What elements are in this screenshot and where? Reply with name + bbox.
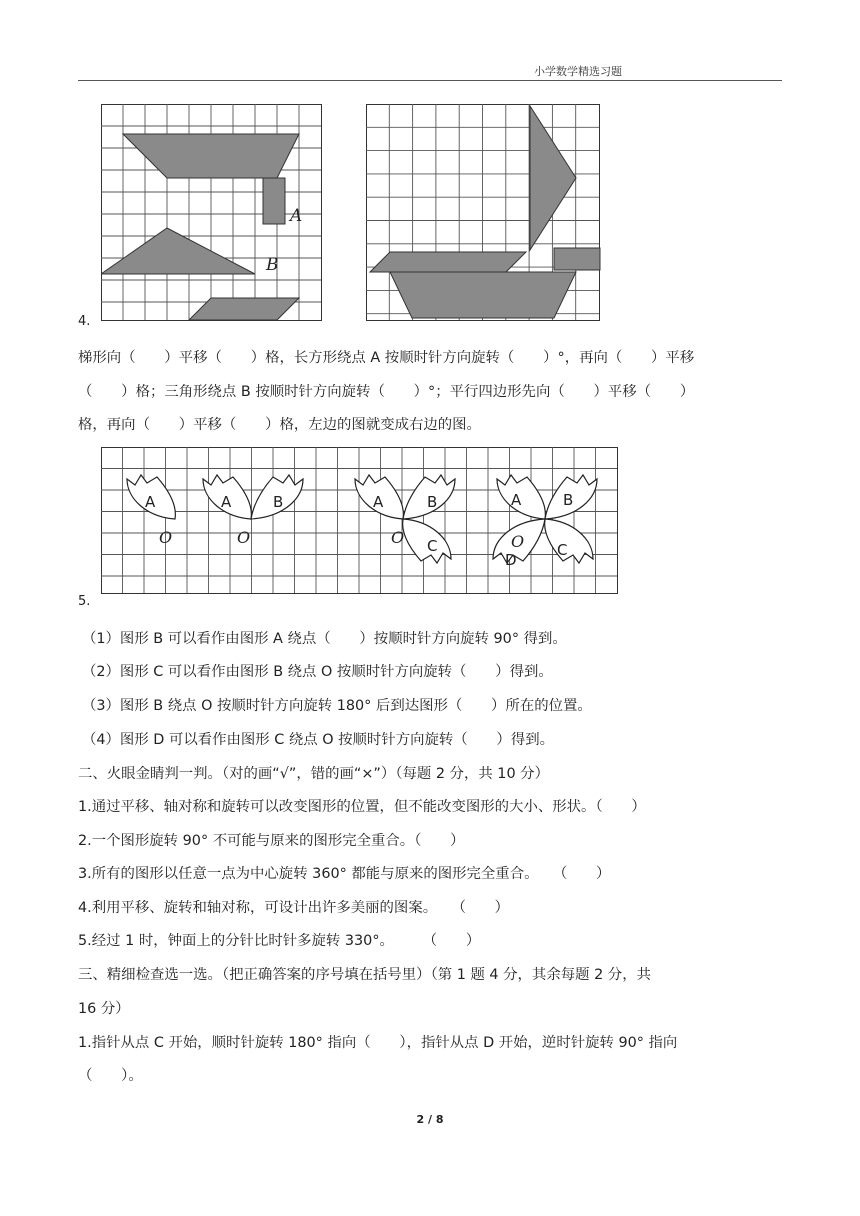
point-a-label: A [290,206,303,226]
q5-sub-4: （4）图形 D 可以看作由图形 C 绕点 O 按顺时针方向旋转（ ）得到。 [82,732,554,748]
section3-q1-line-1: 1.指针从点 C 开始，顺时针旋转 180° 指向（ ），指针从点 D 开始，逆时针旋转 90° 指向 [78,1035,678,1051]
q4-number: 4. [78,314,91,329]
q5-number: 5. [78,594,91,609]
center-o-label-3: O [391,528,405,547]
header-divider [78,80,782,81]
petal-label-a-1: A [145,493,156,511]
petal-label-d-4: D [505,551,517,569]
q5-rotation-grid-figure [101,447,621,599]
petal-label-c-3: C [427,537,438,555]
page-number: 2 / 8 [416,1113,444,1126]
q4-text-line-1: 梯形向（ ）平移（ ）格，长方形绕点 A 按顺时针方向旋转（ ）°，再向（ ）平移 [78,350,695,366]
petal-label-a-4: A [511,491,522,509]
petal-label-c-4: C [557,541,568,559]
center-o-label-2: O [237,528,251,547]
q4-text-line-3: 格，再向（ ）平移（ ）格，左边的图就变成右边的图。 [78,417,481,433]
section2-item-2: 2.一个图形旋转 90° 不可能与原来的图形完全重合。（ ） [78,833,465,849]
section2-item-3: 3.所有的图形以任意一点为中心旋转 360° 都能与原来的图形完全重合。 （ ） [78,866,611,882]
section2-item-1: 1.通过平移、轴对称和旋转可以改变图形的位置，但不能改变图形的大小、形状。（ ） [78,799,646,815]
section2-heading: 二、火眼金睛判一判。（对的画“√”，错的画“×”）（每题 2 分，共 10 分） [78,766,549,782]
petal-label-a-3: A [373,493,384,511]
q5-sub-3: （3）图形 B 绕点 O 按顺时针方向旋转 180° 后到达图形（ ）所在的位置。 [82,698,592,714]
center-o-label-1: O [159,528,173,547]
petal-label-a-2: A [221,493,232,511]
q4-left-grid-figure [101,104,341,322]
section3-heading-line-1: 三、精细检查选一选。（把正确答案的序号填在括号里）（第 1 题 4 分，其余每题 2 分，共 [78,967,651,983]
section3-q1-line-2: （ ）。 [78,1068,143,1084]
section2-item-4: 4.利用平移、旋转和轴对称，可设计出许多美丽的图案。 （ ） [78,900,510,916]
petal-label-b-4: B [563,491,574,509]
section2-item-5: 5.经过 1 时，钟面上的分针比时针多旋转 330°。 （ ） [78,933,481,949]
q5-sub-1: （1）图形 B 可以看作由图形 A 绕点（ ）按顺时针方向旋转 90° 得到。 [82,631,567,647]
section3-heading-line-2: 16 分） [78,1001,130,1017]
q5-sub-2: （2）图形 C 可以看作由图形 B 绕点 O 按顺时针方向旋转（ ）得到。 [82,664,553,680]
center-o-label-4: O [511,532,525,551]
point-b-label: B [266,255,279,275]
q4-right-grid-figure [366,104,606,322]
q4-text-line-2: （ ）格；三角形绕点 B 按顺时针方向旋转（ ）°；平行四边形先向（ ）平移（ ） [78,384,695,400]
petal-label-b-2: B [273,493,284,511]
petal-label-b-3: B [427,493,438,511]
header-title: 小学数学精选习题 [534,65,622,78]
